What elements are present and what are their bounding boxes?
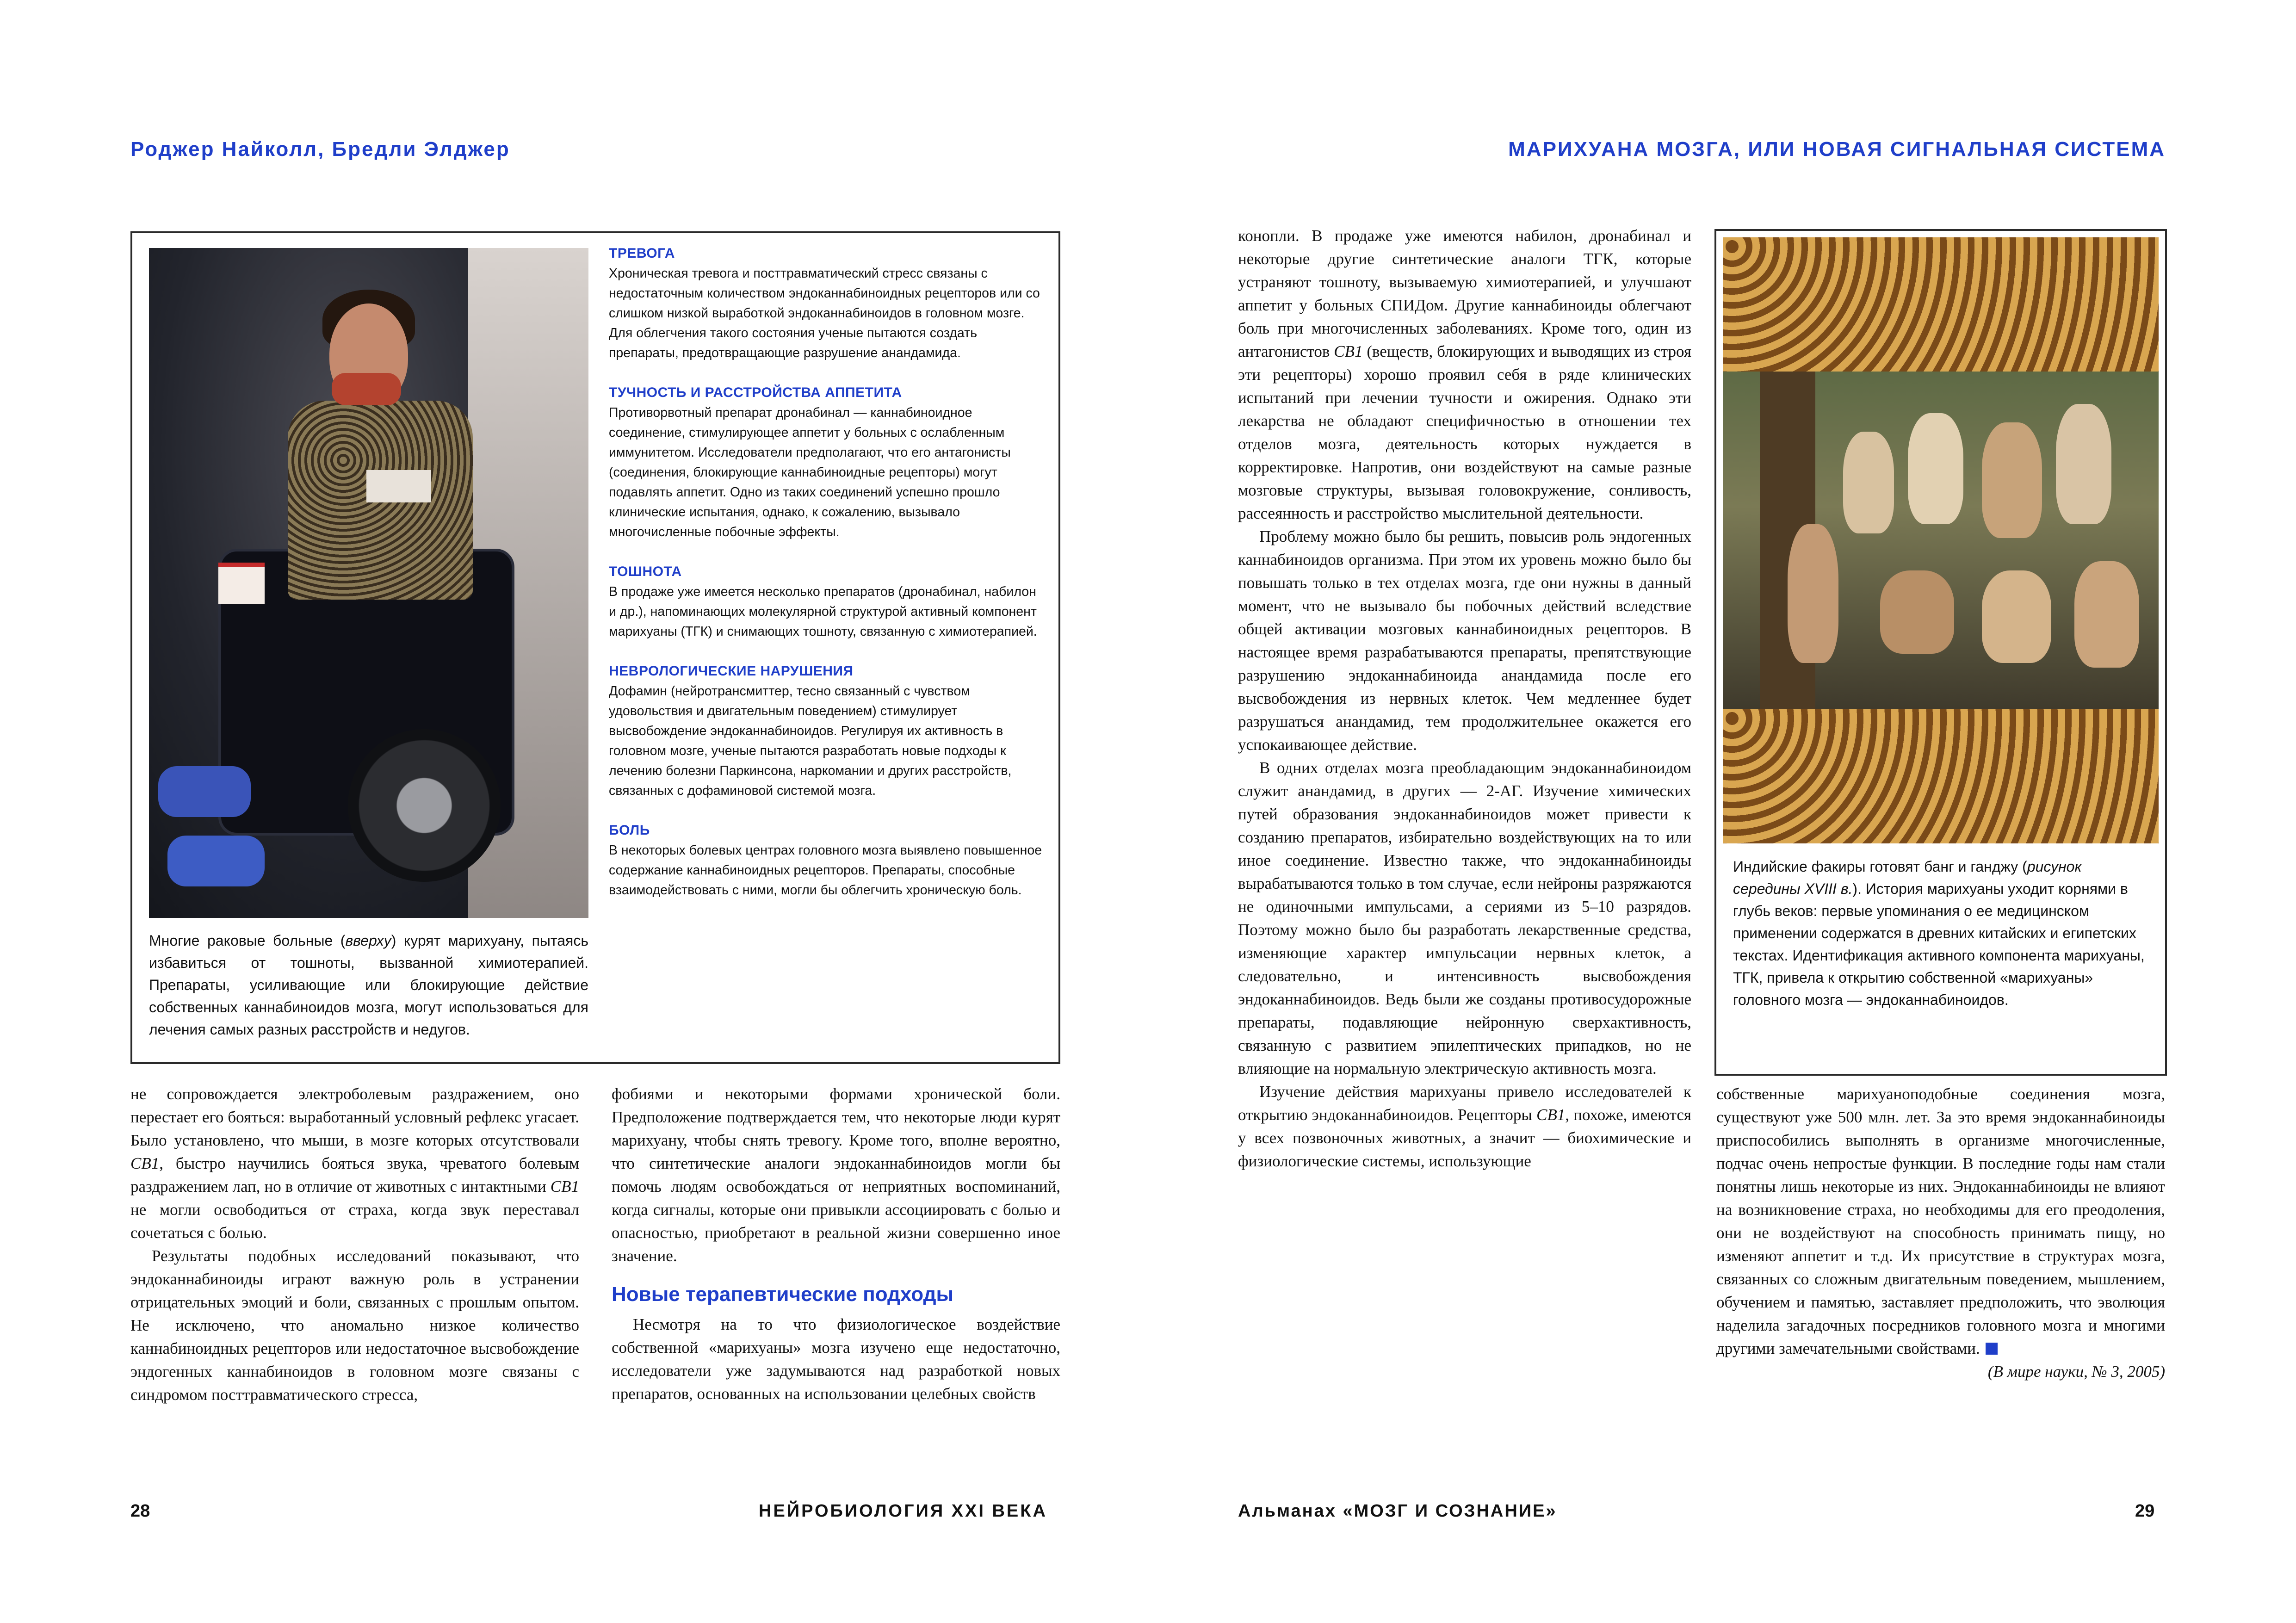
text-run: не могли освободиться от страха, когда звук переставал сочетаться с болью. <box>130 1201 579 1242</box>
paragraph <box>1716 1083 2165 1360</box>
photo-caption <box>149 929 588 1041</box>
photo-shoe <box>158 766 251 817</box>
paragraph <box>1238 224 1691 525</box>
photo-hand-pipe <box>332 373 401 405</box>
photo-patient-wheelchair <box>149 248 588 918</box>
photo-wheel <box>348 729 501 882</box>
paragraph: В одних отделах мозга преобладающим эндоканнабиноидом служит анандамид, в других — 2-АГ. Изучение химических путей образования эндоканнабиноидов может привести к созданию препаратов, избирательно воздействующих на то или иное соединение. Известно также, что эндоканнабиноиды вырабатываются только в том случае, если нейроны разряжаются не одиночными импульсами, а сериями из 5–10 разрядов. Поэтому можно было бы разработать лекарственные средства, изменяющие характер импульсации нервных клеток, а следовательно, и интенсивность высвобождения эндоканнабиноидов. Ведь были же созданы противосудорожные препараты, подавляющие нейронную сверхактивность, связанную с развитием эпилептических припадков, но не влияющие на нормальную электрическую активность мозга. <box>1238 759 1691 1078</box>
body-column-1 <box>130 1083 579 1406</box>
painting-figure <box>1788 524 1838 663</box>
text-italic: CB1 <box>130 1154 160 1172</box>
text-run: , быстро научились бояться звука, чреватого болевым раздражением лап, но в отличие от животных с интактными <box>130 1154 579 1196</box>
body-column-4 <box>1716 1083 2165 1383</box>
sidebar-section-appetite <box>609 383 1044 542</box>
caption-italic: рисунок середины XVIII в. <box>1733 858 2082 897</box>
painting-figure <box>1908 413 1963 524</box>
text-run: Изучение действия марихуаны привело исследователей к открытию эндоканнабиноидов. Рецепторы <box>1238 1083 1691 1124</box>
photo-sticker <box>218 563 265 604</box>
sidebar-sections <box>609 243 1044 920</box>
text-run: конопли. В продаже уже имеются набилон, дронабинал и некоторые другие синтетические аналоги ТГК, которые устраняют тошноту, вызываемую химиотерапией, и улучшают аппетит у больных СПИДом. Другие каннабиноиды облегчают боль при многочисленных заболеваниях. Кроме того, один из антагонистов <box>1238 227 1691 360</box>
painting-caption <box>1733 855 2149 1011</box>
painting-figure <box>2074 561 2139 668</box>
running-head-authors: Роджер Найколл, Бредли Элджер <box>130 138 510 161</box>
caption-text: ). История марихуаны уходит корнями в глубь веков: первые упоминания о ее медицинском применении содержатся в древних китайских и египетских текстах. Идентификация активного компонента марихуаны, ТГК, привела к открытию собственной «марихуаны» головного мозга — эндоканнабиноидов. <box>1733 880 2145 1008</box>
painting-figure <box>1880 570 1954 654</box>
caption-text: ) курят марихуану, пытаясь избавиться от тошноты, вызванной химиотерапией. Препараты, усиливающие или блокирующие действие собственных каннабиноидов мозга, могут использоваться для лечения самых разных расстройств и недугов. <box>149 932 588 1038</box>
painting-ornament-top <box>1723 237 2159 372</box>
sidebar-section-pain <box>609 820 1044 900</box>
painting-figure <box>1843 432 1894 533</box>
painting-figure <box>2056 404 2111 524</box>
sidebar-section-nausea <box>609 562 1044 642</box>
paragraph: Несмотря на то что физиологическое воздействие собственной «марихуаны» мозга изучено еще недостаточно, исследователи уже задумываются над разработкой новых препаратов, основанных на использовании целебных свойств <box>612 1315 1060 1403</box>
painting-figure <box>1982 422 2042 538</box>
paragraph <box>1238 1080 1691 1173</box>
body-column-3 <box>1238 224 1691 1173</box>
body-column-2 <box>612 1083 1060 1406</box>
photo-badge <box>366 470 431 502</box>
section-text: Противорвотный препарат дронабинал — каннабиноидное соединение, стимулирующее аппетит у больных с ослабленным иммунитетом. Исследователи предполагают, что его антагонисты (соединения, блокирующие каннабиноидные рецепторы) могут подавлять аппетит. Одно из таких соединений успешно прошло клинические испытания, однако, к сожалению, вызывало многочисленные побочные эффекты. <box>609 405 1011 539</box>
caption-text: Индийские факиры готовят банг и ганджу ( <box>1733 858 2027 875</box>
painting-ornament-bottom <box>1723 709 2159 843</box>
paragraph: фобиями и некоторыми формами хронической боли. Предположение подтверждается тем, что некоторые люди курят марихуану, чтобы снять тревогу. Кроме того, вполне вероятно, что синтетические аналоги эндоканнабиноидов могли бы помочь людям освобождаться от неприятных воспоминаний, когда сигналы, которые они привыкли ассоциировать с болью и опасностью, приобретают в реальной жизни совершенно иное значение. <box>612 1085 1060 1265</box>
source-citation: (В мире науки, № 3, 2005) <box>1987 1363 2165 1381</box>
section-text: Дофамин (нейротрансмиттер, тесно связанный с чувством удовольствия и двигательным поведением) стимулирует высвобождение эндоканнабиноидов. Регулируя их активность в головном мозге, ученые пытаются разработать новые подходы к лечению болезни Паркинсона, наркомании и других расстройств, связанных с дофаминовой системой мозга. <box>609 684 1012 798</box>
paragraph: Проблему можно было бы решить, повысив роль эндогенных каннабиноидов организма. При этом их уровень можно было бы повышать только в тех отделах мозга, где они нужны в данный момент, что не вызывало бы побочных действий вследствие общей активации мозговых каннабиноидных рецепторов. В настоящее время разрабатываются препараты, препятствующие разрушению эндоканнабиноида анандамида после его высвобождения из нервных клеток. Чем медленнее будет разрушаться анандамид, тем продолжительнее окажется его успокаивающее действие. <box>1238 527 1691 754</box>
section-heading: НЕВРОЛОГИЧЕСКИЕ НАРУШЕНИЯ <box>609 663 854 679</box>
text-italic: CB1 <box>1334 342 1363 360</box>
page-number-left: 28 <box>130 1501 150 1521</box>
running-head-title: МАРИХУАНА МОЗГА, ИЛИ НОВАЯ СИГНАЛЬНАЯ СИСТЕМА <box>1508 138 2166 161</box>
sidebar-box <box>130 231 1060 1064</box>
section-heading: ТОШНОТА <box>609 564 682 579</box>
text-italic: CB1 <box>550 1177 579 1196</box>
text-run: (веществ, блокирующих и выводящих из строя эти рецепторы) хорошо проявил себя в ряде клинических испытаний при лечении тучности и ожирения. Однако эти лекарства не обладают специфичностью в отношении тех отделов мозга, деятельность которых нуждается в корректировке. Напротив, они воздействуют на самые разные мозговые структуры, вызывая головокружение, сонливость, рассеянность и расстройство мыслительной деятельности. <box>1238 342 1691 522</box>
paragraph <box>130 1083 579 1245</box>
section-text: В продаже уже имеется несколько препаратов (дронабинал, набилон и др.), напоминающих молекулярной структурой активный компонент марихуаны (ТГК) и снимающих тошноту, связанную с химиотерапией. <box>609 584 1037 639</box>
caption-italic: вверху <box>345 932 391 949</box>
sidebar-section-anxiety <box>609 243 1044 363</box>
page-number-right: 29 <box>2135 1501 2155 1521</box>
section-text: В некоторых болевых центрах головного мозга выявлено повышенное содержание каннабиноидных рецепторов. Препараты, способные взаимодействовать с ними, могли бы облегчить хроническую боль. <box>609 843 1042 898</box>
section-heading: ТУЧНОСТЬ И РАССТРОЙСТВА АППЕТИТА <box>609 385 902 400</box>
figure-box-painting <box>1714 229 2167 1076</box>
caption-text: Многие раковые больные ( <box>149 932 346 949</box>
text-italic: CB1 <box>1536 1106 1566 1124</box>
sidebar-section-neurological <box>609 661 1044 801</box>
painting-fakirs <box>1723 237 2159 843</box>
section-text: Хроническая тревога и посттравматический стресс связаны с недостаточным количеством эндоканнабиноидных рецепторов или со слишком низкой выработкой эндоканнабиноидов в головном мозге. Для облегчения такого состояния ученые пытаются создать препараты, предотвращающие разрушение анандамида. <box>609 266 1040 360</box>
footer-title-right: Альманах «МОЗГ И СОЗНАНИЕ» <box>1238 1501 1557 1521</box>
section-heading: БОЛЬ <box>609 823 650 838</box>
section-heading: ТРЕВОГА <box>609 246 675 261</box>
text-run: , похоже, имеются у всех позвоночных животных, а значит — биохимические и физиологические системы, использующие <box>1238 1106 1691 1170</box>
paragraph: Результаты подобных исследований показывают, что эндоканнабиноиды играют важную роль в устранении отрицательных эмоций и боли, связанных с прошлым опытом. Не исключено, что аномально низкое количество каннабиноидных рецепторов или недостаточное высвобождение эндогенных каннабиноидов в головном мозге связаны с синдромом посттравматического стресса, <box>130 1247 579 1404</box>
text-run: собственные марихуаноподобные соединения мозга, существуют уже 500 млн. лет. За это время эндоканнабиноиды приспособились выполнять в организме многочисленные, подчас очень непростые функции. В последние годы нам стали понятны лишь некоторые из них. Эндоканнабиноиды не влияют на возникновение страха, но необходимы для его преодоления, они не воздействуют на способность принимать пищу, но изменяют аппетит и т.д. Их присутствие в структурах мозга, связанных со сложным двигательным поведением, мышлением, обучением и памятью, заставляет предположить, что эволюция наделила загадочных посредников головного мозга и многими другими замечательными свойствами. <box>1716 1085 2165 1357</box>
photo-shoe <box>167 836 265 886</box>
subheading-new-approaches: Новые терапевтические подходы <box>612 1283 954 1306</box>
text-run: не сопровождается электроболевым раздражением, оно перестает его бояться: выработанный условный рефлекс угасает. Было установлено, что мыши, в мозге которых отсутствовали <box>130 1085 579 1149</box>
painting-figure <box>1982 570 2051 663</box>
end-of-article-square-icon <box>1986 1343 1998 1355</box>
footer-title-left: НЕЙРОБИОЛОГИЯ XXI ВЕКА <box>759 1501 1047 1521</box>
